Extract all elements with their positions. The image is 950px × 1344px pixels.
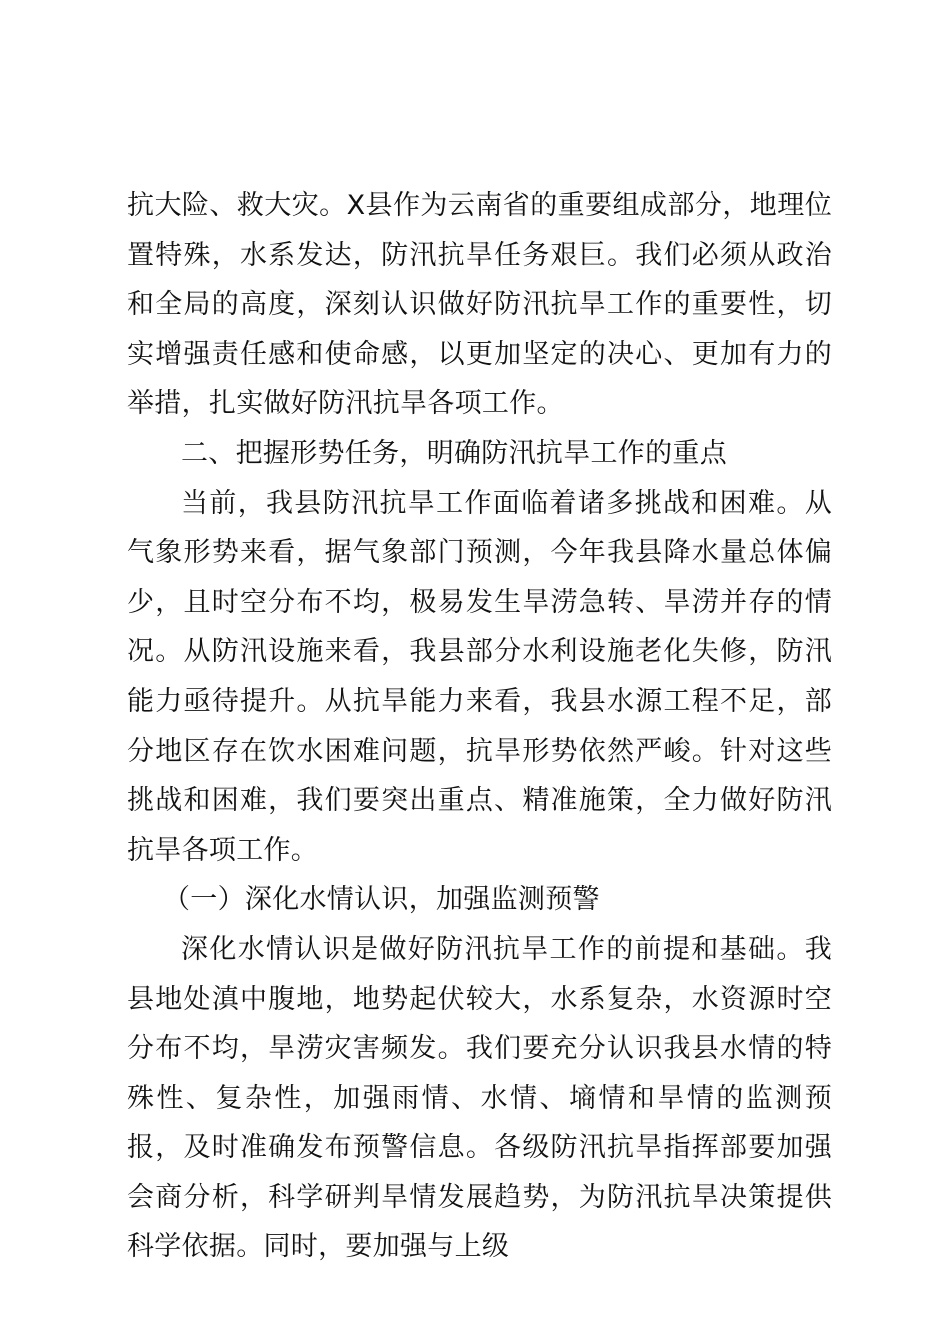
paragraph-continuation: 抗大险、救大灾。X县作为云南省的重要组成部分，地理位置特殊，水系发达，防汛抗旱任务艰巨。我们必须从政治和全局的高度，深刻认识做好防汛抗旱工作的重要性，切实增强责任感和使命感，以更加坚定的决心、更加有力的举措，扎实做好防汛抗旱各项工作。 bbox=[127, 190, 832, 420]
section-heading-2: 二、把握形势任务，明确防汛抗旱工作的重点 bbox=[181, 437, 727, 469]
paragraph-water-monitoring: 深化水情认识是做好防汛抗旱工作的前提和基础。我县地处滇中腹地，地势起伏较大，水系复杂，水资源时空分布不均，旱涝灾害频发。我们要充分认识我县水情的特殊性、复杂性，加强雨情、水情、墒情和旱情的监测预报，及时准确发布预警信息。各级防汛抗旱指挥部要加强会商分析，科学研判旱情发展趋势，为防汛抗旱决策提供科学依据。同时，要加强与上级 bbox=[127, 933, 832, 1263]
document-body bbox=[127, 181, 832, 1272]
paragraph-situation: 当前，我县防汛抗旱工作面临着诸多挑战和困难。从气象形势来看，据气象部门预测，今年我县降水量总体偏少，且时空分布不均，极易发生旱涝急转、旱涝并存的情况。从防汛设施来看，我县部分水利设施老化失修，防汛能力亟待提升。从抗旱能力来看，我县水源工程不足，部分地区存在饮水困难问题，抗旱形势依然严峻。针对这些挑战和困难，我们要突出重点、精准施策，全力做好防汛抗旱各项工作。 bbox=[127, 487, 832, 866]
subsection-heading-1: （一）深化水情认识，加强监测预警 bbox=[163, 884, 600, 916]
